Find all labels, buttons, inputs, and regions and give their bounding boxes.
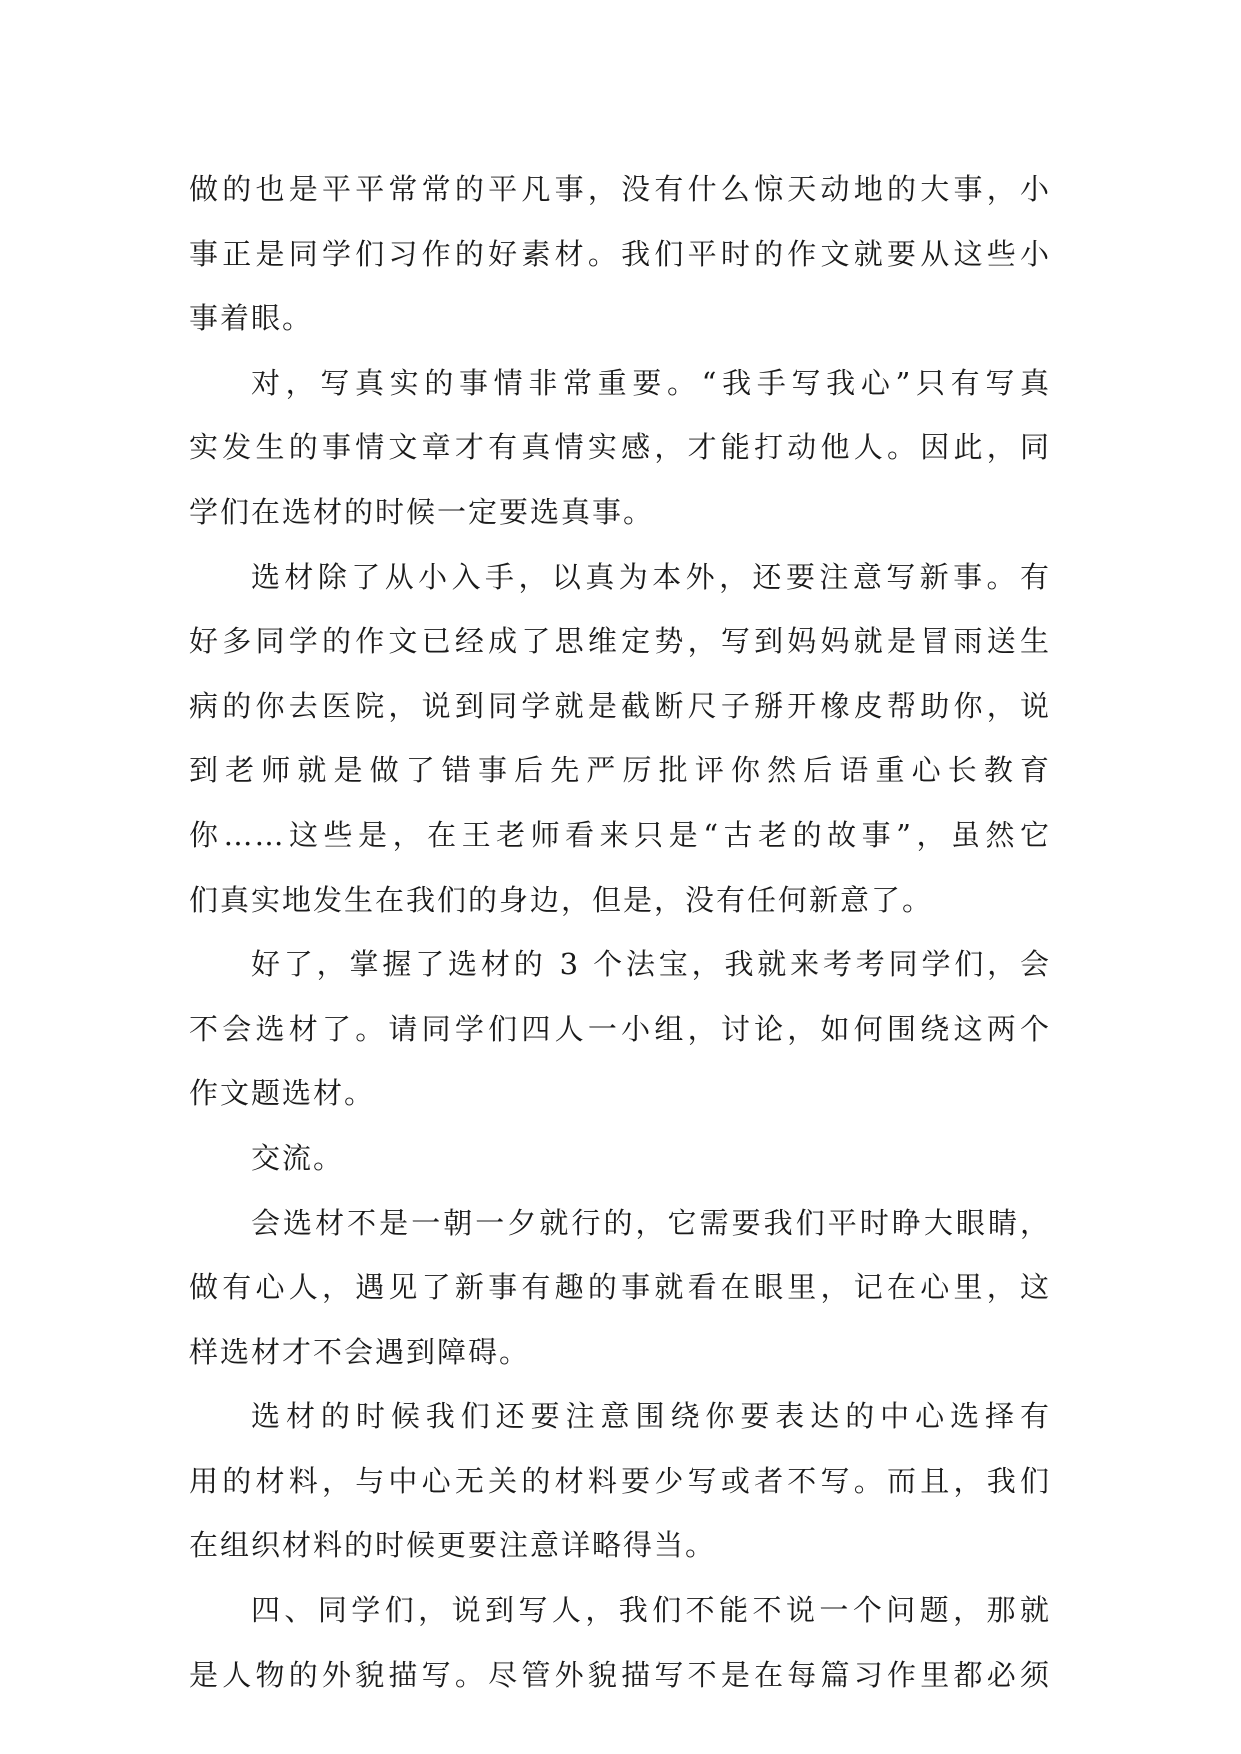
text-line: 学们在选材的时候一定要选真事。 bbox=[189, 494, 655, 529]
paragraph bbox=[189, 932, 1051, 1126]
text-line: 交流。 bbox=[251, 1140, 345, 1175]
text-line: 好了，掌握了选材的 3 个法宝，我就来考考同学们，会 bbox=[251, 947, 1051, 982]
text-line: 四、同学们，说到写人，我们不能不说一个问题，那就 bbox=[251, 1593, 1051, 1628]
text-line: 实发生的事情文章才有真情实感，才能打动他人。因此，同 bbox=[189, 430, 1051, 465]
paragraph bbox=[189, 351, 1051, 545]
document-body bbox=[189, 157, 1051, 1707]
text-line: 会选材不是一朝一夕就行的，它需要我们平时睁大眼睛， bbox=[251, 1205, 1051, 1240]
text-line: 好多同学的作文已经成了思维定势，写到妈妈就是冒雨送生 bbox=[189, 624, 1051, 659]
text-line: 们真实地发生在我们的身边，但是，没有任何新意了。 bbox=[189, 882, 934, 917]
text-line: 是人物的外貌描写。尽管外貌描写不是在每篇习作里都必须 bbox=[189, 1657, 1051, 1692]
text-line: 不会选材了。请同学们四人一小组，讨论，如何围绕这两个 bbox=[189, 1011, 1051, 1046]
text-line: 事着眼。 bbox=[189, 301, 314, 336]
paragraph bbox=[189, 1578, 1051, 1707]
text-line: 做的也是平平常常的平凡事，没有什么惊天动地的大事，小 bbox=[189, 172, 1051, 206]
paragraph bbox=[189, 545, 1051, 933]
text-line: 到老师就是做了错事后先严厉批评你然后语重心长教育 bbox=[189, 753, 1051, 788]
text-line: 你……这些是，在王老师看来只是“古老的故事”，虽然它 bbox=[189, 817, 1051, 852]
text-line: 用的材料，与中心无关的材料要少写或者不写。而且，我们 bbox=[189, 1463, 1051, 1498]
text-line: 对，写真实的事情非常重要。“我手写我心”只有写真 bbox=[251, 365, 1051, 400]
paragraph bbox=[189, 1384, 1051, 1578]
text-line: 选材除了从小入手，以真为本外，还要注意写新事。有 bbox=[251, 559, 1051, 594]
text-line: 病的你去医院，说到同学就是截断尺子掰开橡皮帮助你，说 bbox=[189, 688, 1051, 723]
text-line: 做有心人，遇见了新事有趣的事就看在眼里，记在心里，这 bbox=[189, 1270, 1051, 1305]
text-line: 选材的时候我们还要注意围绕你要表达的中心选择有 bbox=[251, 1399, 1051, 1434]
text-line: 在组织材料的时候更要注意详略得当。 bbox=[189, 1528, 717, 1563]
text-line: 作文题选材。 bbox=[189, 1076, 376, 1111]
paragraph bbox=[189, 1191, 1051, 1385]
paragraph bbox=[189, 157, 1051, 351]
text-line: 事正是同学们习作的好素材。我们平时的作文就要从这些小 bbox=[189, 236, 1051, 271]
text-line: 样选材才不会遇到障碍。 bbox=[189, 1334, 531, 1369]
paragraph bbox=[189, 1126, 1051, 1191]
